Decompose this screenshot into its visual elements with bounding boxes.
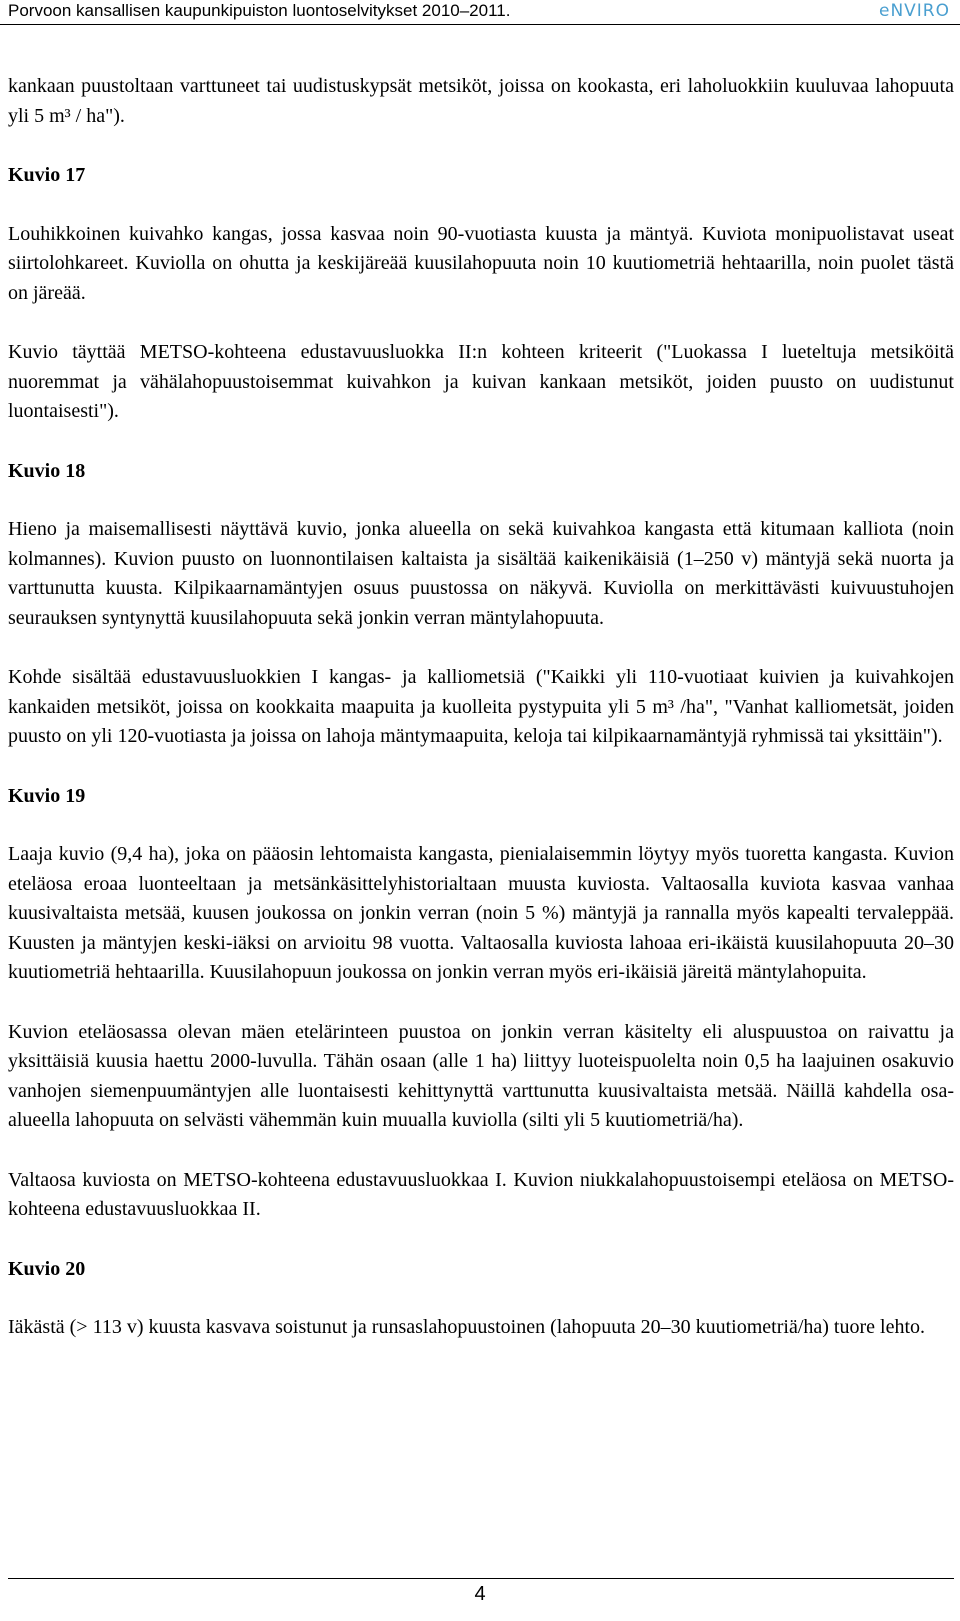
- paragraph: kankaan puustoltaan varttuneet tai uudistuskypsät metsiköt, joissa on kookasta, eri laholuokkiin kuuluvaa lahopuuta yli 5 m³ / ha").: [8, 75, 954, 127]
- paragraph: Hieno ja maisemallisesti näyttävä kuvio, jonka alueella on sekä kuivahkoa kangasta että kitumaan kalliota (noin kolmannes). Kuvion puusto on luonnontilaisen kaltaista ja sisältää kaikenikäisiä (1–250 v) mäntyjä sekä nuorta ja varttunutta kuusta. Kilpikaarnamäntyjen osuus puustossa on näkyvä. Kuviolla on merkittävästi kuivuustuhojen seurauksen syntynyttä kuusilahopuuta sekä jonkin verran mäntylahopuuta.: [8, 518, 954, 629]
- paragraph: Louhikkoinen kuivahko kangas, jossa kasvaa noin 90-vuotiasta kuusta ja mäntyä. Kuviota monipuolistavat useat siirtolohkareet. Kuviolla on ohutta ja keskijäreää kuusilahopuuta noin 10 kuutiometriä hehtaarilla, noin puolet tästä on järeää.: [8, 222, 954, 304]
- paragraph: Kohde sisältää edustavuusluokkien I kangas- ja kalliometsiä ("Kaikki yli 110-vuotiaat kuivien ja kuivahkojen kankaiden metsiköt, joissa on kookkaita maapuita ja kuolleita pystypuita yli 5 m³ /ha", "Vanhat kalliometsät, joiden puusto on yli 120-vuotiasta ja joissa on lahoja mäntymaapuita, keloja tai kilpikaarnamäntyjä ryhmissä tai yksittäin").: [8, 666, 954, 747]
- paragraph: Kuvio täyttää METSO-kohteena edustavuusluokka II:n kohteen kriteerit ("Luokassa I lueteltuja metsiköitä nuoremmat ja vähälahopuustoisemmat kuivahkon ja kuivan kankaan metsiköt, joiden puusto on uudistunut luontaisesti").: [8, 341, 954, 422]
- section-heading-kuvio-19: Kuvio 19: [8, 784, 86, 807]
- section-heading-kuvio-20: Kuvio 20: [8, 1257, 86, 1280]
- paragraph: Iäkästä (> 113 v) kuusta kasvava soistunut ja runsaslahopuustoinen (lahopuuta 20–30 kuutiometriä/ha) tuore lehto.: [8, 1316, 926, 1338]
- enviro-logo: eNVIRO: [878, 1, 950, 21]
- page-header: [0, 0, 960, 25]
- paragraph: Valtaosa kuviosta on METSO-kohteena edustavuusluokkaa I. Kuvion niukkalahopuustoisempi eteläosa on METSO-kohteena edustavuusluokkaa II.: [8, 1168, 954, 1220]
- footer-divider: [8, 1578, 954, 1579]
- section-heading-kuvio-17: Kuvio 17: [8, 164, 86, 186]
- section-heading-kuvio-18: Kuvio 18: [8, 459, 86, 482]
- paragraph: Kuvion eteläosassa olevan mäen etelärinteen puustoa on jonkin verran käsitelty eli aluspuustoa on raivattu ja yksittäisiä kuusia haettu 2000-luvulla. Tähän osaan (alle 1 ha) liittyy luoteispuolelta noin 0,5 ha laajuinen osakuvio vanhojen siemenpuumäntyjen alle luontaisesti kehittynyttä varttunutta kuusivaltaista metsää. Näillä kahdella osa-alueella lahopuuta on selvästi vähemmän kuin muualla kuviolla (silti yli 5 kuutiometriä/ha).: [8, 1020, 954, 1131]
- page-number: 4: [474, 1583, 486, 1605]
- header-title: Porvoon kansallisen kaupunkipuiston luontoselvitykset 2010–2011.: [8, 1, 511, 20]
- paragraph: Laaja kuvio (9,4 ha), joka on pääosin lehtomaista kangasta, pienialaisemmin löytyy myös tuoretta kangasta. Kuvion eteläosa eroaa luonteeltaan ja metsänkäsittelyhistorialtaan muusta kuviosta. Valtaosalla kuviota kasvaa vanhaa kuusivaltaista metsää, kuusen joukossa on jonkin verran (noin 5 %) mäntyjä ja rannalla myös kapealti tervaleppää. Kuusten ja mäntyjen keski-iäksi on arvioitu 98 vuotta. Valtaosalla kuviosta lahoaa eri-ikäistä kuusilahopuuta 20–30 kuutiometriä hehtaarilla. Kuusilahopuun joukossa on jonkin verran myös eri-ikäisiä järeitä mäntylahopuita.: [8, 843, 954, 983]
- document-body: [8, 72, 954, 1373]
